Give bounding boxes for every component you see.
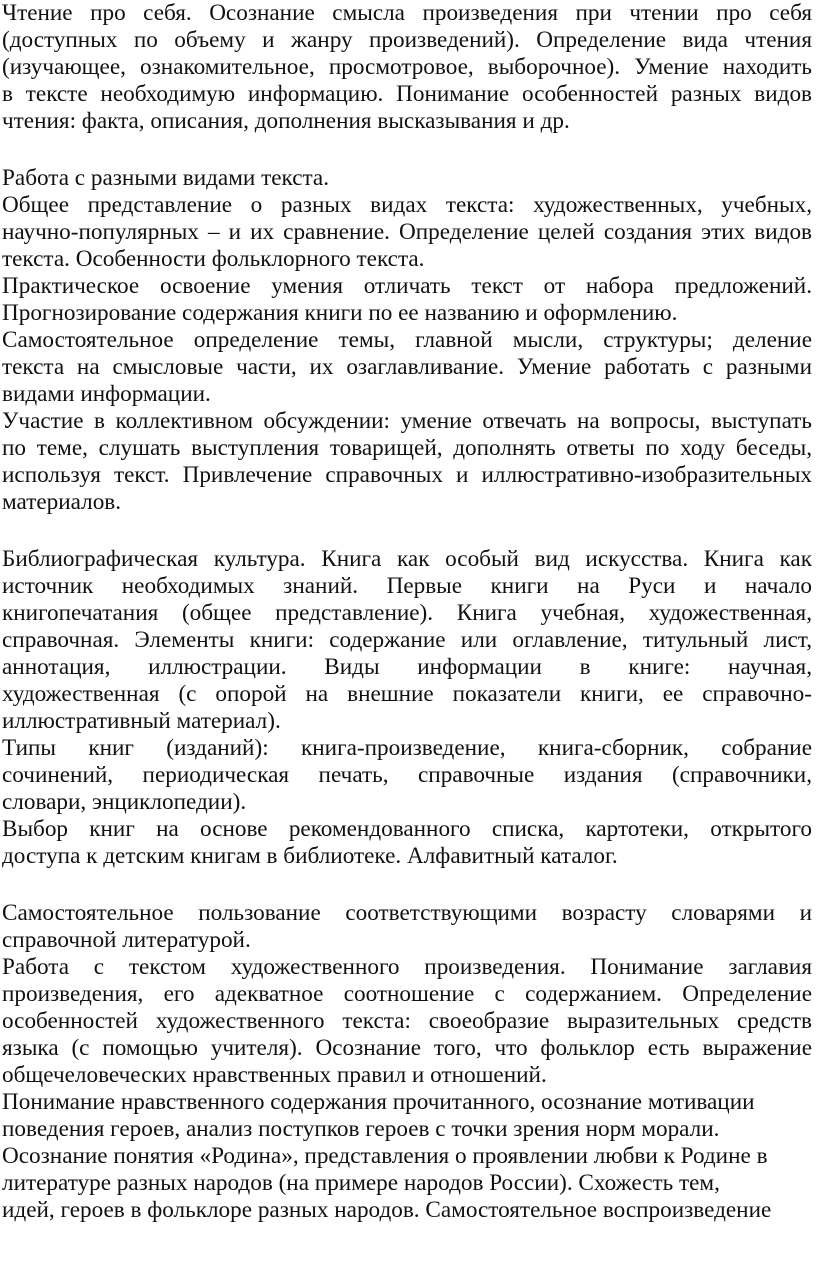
text-line: чтения: факта, описания, дополнения высказывания и др. <box>2 108 570 134</box>
section-heading-line: Работа с разными видами текста. <box>2 165 330 191</box>
text-line: Чтение про себя. Осознание смысла произведения при чтении про себя <box>2 0 812 26</box>
text-line: Самостоятельное определение темы, главной мысли, структуры; деление <box>2 327 812 353</box>
text-line: Самостоятельное пользование соответствующими возрасту словарями и <box>2 900 812 926</box>
text-line: Выбор книг на основе рекомендованного списка, картотеки, открытого <box>2 816 812 842</box>
text-line: иллюстративный материал). <box>2 708 281 734</box>
text-line: в тексте необходимую информацию. Понимание особенностей разных видов <box>2 81 812 107</box>
text-line: идей, героев в фольклоре разных народов. Самостоятельное воспроизведение <box>2 1197 772 1223</box>
text-line: (доступных по объему и жанру произведений). Определение вида чтения <box>2 27 812 53</box>
text-line: Участие в коллективном обсуждении: умение отвечать на вопросы, выступать <box>2 408 812 434</box>
text-line: Типы книг (изданий): книга-произведение, книга-сборник, собрание <box>2 735 812 761</box>
text-line: справочная. Элементы книги: содержание или оглавление, титульный лист, <box>2 627 812 653</box>
text-line: используя текст. Привлечение справочных и иллюстративно-изобразительных <box>2 462 812 488</box>
text-line: Работа с текстом художественного произведения. Понимание заглавия <box>2 954 812 980</box>
text-line: поведения героев, анализ поступков героев с точки зрения норм морали. <box>2 1116 720 1142</box>
text-line: произведения, его адекватное соотношение с содержанием. Определение <box>2 981 812 1007</box>
text-line: текста. Особенности фольклорного текста. <box>2 246 425 272</box>
text-line: языка (с помощью учителя). Осознание того, что фольклор есть выражение <box>2 1035 812 1061</box>
text-line: справочной литературой. <box>2 927 251 953</box>
text-line: материалов. <box>2 489 122 515</box>
text-line: художественная (с опорой на внешние показатели книги, ее справочно- <box>2 681 812 707</box>
text-line: особенностей художественного текста: своеобразие выразительных средств <box>2 1008 812 1034</box>
text-line: Библиографическая культура. Книга как особый вид искусства. Книга как <box>2 546 812 572</box>
text-line: по теме, слушать выступления товарищей, дополнять ответы по ходу беседы, <box>2 435 812 461</box>
text-line: видами информации. <box>2 381 211 407</box>
text-line: Осознание понятия «Родина», представления о проявлении любви к Родине в <box>2 1143 768 1169</box>
text-line: общечеловеческих нравственных правил и отношений. <box>2 1062 547 1088</box>
text-line: книгопечатания (общее представление). Книга учебная, художественная, <box>2 600 812 626</box>
text-line: источник необходимых знаний. Первые книги на Руси и начало <box>2 573 812 599</box>
text-line: (изучающее, ознакомительное, просмотровое, выборочное). Умение находить <box>2 54 812 80</box>
text-line: Понимание нравственного содержания прочитанного, осознание мотивации <box>2 1089 755 1115</box>
text-line: сочинений, периодическая печать, справочные издания (справочники, <box>2 762 812 788</box>
text-line: литературе разных народов (на примере народов России). Схожесть тем, <box>2 1170 720 1196</box>
text-line: Практическое освоение умения отличать текст от набора предложений. <box>2 273 812 299</box>
text-line: словари, энциклопедии). <box>2 789 247 815</box>
text-line: текста на смысловые части, их озаглавливание. Умение работать с разными <box>2 354 812 380</box>
text-line: аннотация, иллюстрации. Виды информации в книге: научная, <box>2 654 812 680</box>
text-line: доступа к детским книгам в библиотеке. Алфавитный каталог. <box>2 843 618 869</box>
text-line: Общее представление о разных видах текста: художественных, учебных, <box>2 192 812 218</box>
text-line: научно-популярных – и их сравнение. Определение целей создания этих видов <box>2 219 812 245</box>
text-line: Прогнозирование содержания книги по ее названию и оформлению. <box>2 300 678 326</box>
